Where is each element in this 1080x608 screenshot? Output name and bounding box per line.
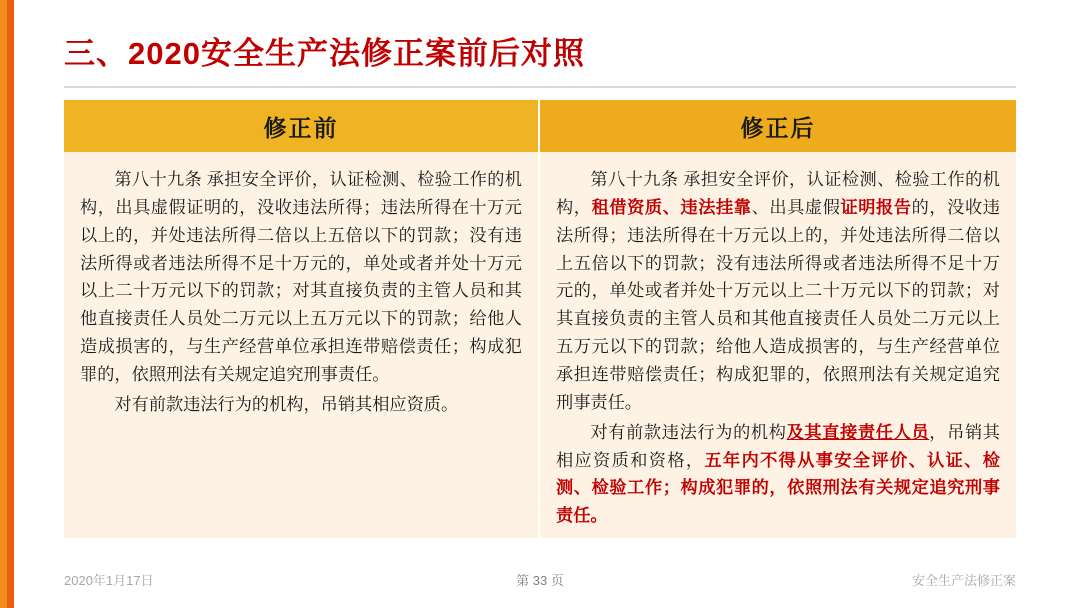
- after-p2-highlight-2: 五年内不得从事安全评价、认证、检测、检验工作；构成犯罪的，依照刑法有关规定追究刑事责任。: [556, 450, 1000, 526]
- after-p2-text-1: 对有前款违法行为的机构: [590, 422, 787, 442]
- after-paragraph-1: [556, 166, 1000, 417]
- title-divider: [64, 86, 1016, 88]
- after-p1-highlight-1: 租借资质、违法挂靠: [591, 197, 752, 217]
- after-paragraph-2: [556, 419, 1000, 530]
- after-p1-text-1: 第八十九条 承担安全评价，认证检测、检验工作的机构，: [556, 170, 1000, 217]
- comparison-table: [64, 100, 1016, 538]
- before-paragraph-1: 第八十九条 承担安全评价，认证检测、检验工作的机构，出具虚假证明的，没收违法所得；违法所得在十万元以上的，并处违法所得二倍以上五倍以下的罚款；没有违法所得或者违法所得不足十万元的，单处或者并处十万元以上二十万元以下的罚款；对其直接负责的主管人员和其他直接责任人员处二万元以上五万元以下的罚款；给他人造成损害的，与生产经营单位承担连带赔偿责任；构成犯罪的，依照刑法有关规定追究刑事责任。: [80, 170, 522, 385]
- column-after: [540, 100, 1016, 538]
- footer-page-number: 第 33 页: [516, 573, 564, 588]
- page-title: 三、2020安全生产法修正案前后对照: [64, 36, 585, 71]
- column-body-after: [540, 152, 1016, 538]
- column-header-before: 修正前: [64, 100, 538, 152]
- after-p2-text-2: ，吊销其相应资质和资格，: [556, 422, 1000, 470]
- column-body-before: [64, 152, 538, 538]
- after-p2-highlight-1: 及其直接责任人员: [786, 422, 930, 442]
- footer-topic: 安全生产法修正案: [911, 573, 1016, 588]
- after-p1-highlight-2: 证明报告: [840, 197, 912, 217]
- left-accent-bar-inner: [0, 0, 7, 608]
- after-p1-text-3: 的，没收违法所得；违法所得在十万元以上的，并处违法所得二倍以上五倍以下的罚款；没有违法所得或者违法所得不足十万元的，单处或者并处十万元以上二十万元以下的罚款；对其直接负责的主管人员和其他直接责任人员处二万元以上五万元以下的罚款；给他人造成损害的，与生产经营单位承担连带赔偿责任；构成犯罪的，依照刑法有关规定追究刑事责任。: [556, 197, 1000, 412]
- before-paragraph-2: 对有前款违法行为的机构，吊销其相应资质。: [114, 394, 459, 414]
- column-before: [64, 100, 540, 538]
- left-accent-bar: [0, 0, 14, 608]
- column-header-after: 修正后: [540, 100, 1016, 152]
- after-p1-text-2: 、出具虚假: [751, 197, 841, 217]
- footer-date: 2020年1月17日: [64, 573, 154, 588]
